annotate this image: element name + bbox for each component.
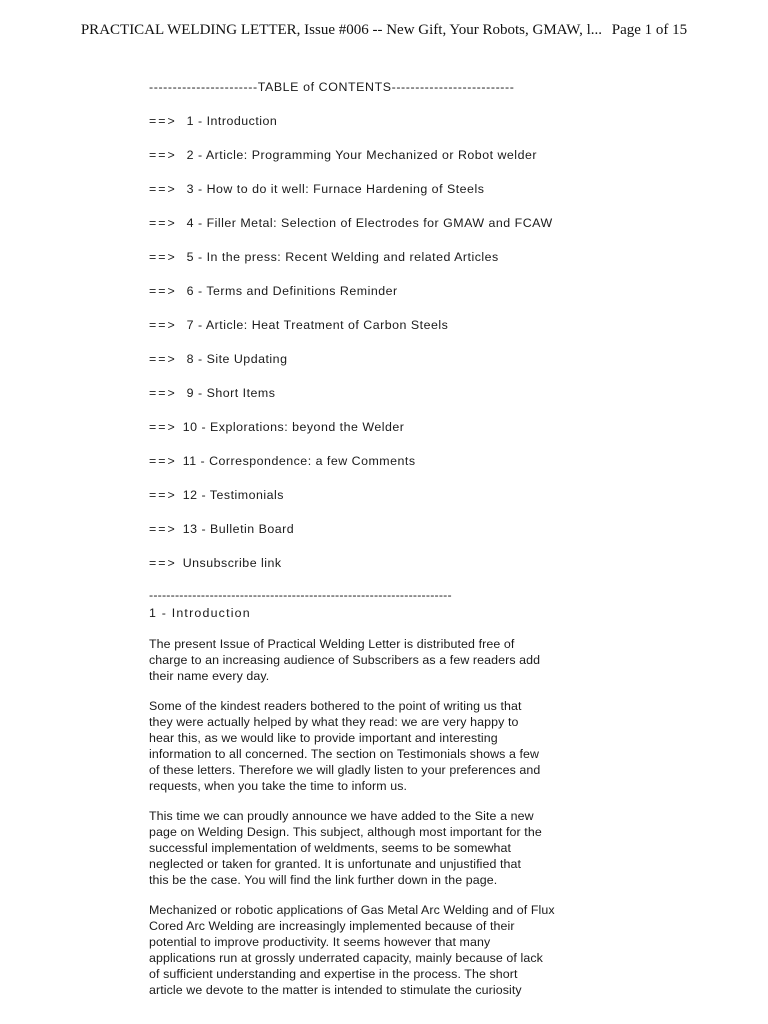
toc-arrow: ==>: [149, 250, 177, 264]
paragraph-line: This time we can proudly announce we have added to the Site a new: [149, 809, 534, 823]
paragraph: [149, 636, 619, 684]
toc-link-label: 10 - Explorations: beyond the Welder: [182, 420, 405, 434]
paragraph-line: Some of the kindest readers bothered to the point of writing us that: [149, 699, 522, 713]
toc-link-label: 12 - Testimonials: [182, 488, 284, 502]
paragraph: [149, 902, 619, 998]
toc-link-13[interactable]: [149, 520, 619, 538]
toc-link-label: Unsubscribe link: [182, 556, 282, 570]
toc-link-10[interactable]: [149, 418, 619, 436]
paragraph-line: Mechanized or robotic applications of Gas Metal Arc Welding and of Flux: [149, 903, 555, 917]
paragraph-line: Cored Arc Welding are increasingly implemented because of their: [149, 919, 515, 933]
paragraph-line: neglected or taken for granted. It is unfortunate and unjustified that: [149, 857, 522, 871]
paragraph-line: successful implementation of weldments, seems to be somewhat: [149, 841, 512, 855]
paragraph-line: their name every day.: [149, 669, 270, 683]
section-heading-introduction: 1 - Introduction: [149, 606, 251, 620]
toc-arrow: ==>: [149, 182, 177, 196]
toc-link-4[interactable]: [149, 214, 619, 232]
toc-link-12[interactable]: [149, 486, 619, 504]
toc-arrow: ==>: [149, 556, 177, 570]
page-header: [0, 22, 768, 39]
toc-arrow: ==>: [149, 318, 177, 332]
document-body: [149, 78, 619, 998]
paragraph-line: information to all concerned. The section on Testimonials shows a few: [149, 747, 540, 761]
toc-link-7[interactable]: [149, 316, 619, 334]
toc-link-label: 7 - Article: Heat Treatment of Carbon Steels: [182, 318, 449, 332]
toc-arrow: ==>: [149, 522, 177, 536]
toc-arrow: ==>: [149, 352, 177, 366]
paragraph-line: charge to an increasing audience of Subscribers as a few readers add: [149, 653, 541, 667]
toc-link-label: 5 - In the press: Recent Welding and related Articles: [182, 250, 499, 264]
toc-title: -----------------------TABLE of CONTENTS--------------------------: [149, 80, 515, 94]
toc-link-label: 1 - Introduction: [182, 114, 278, 128]
paragraph: [149, 698, 619, 794]
paragraph-line: of sufficient understanding and expertise in the process. The short: [149, 967, 518, 981]
toc-link-label: 13 - Bulletin Board: [182, 522, 295, 536]
toc-link-label: 3 - How to do it well: Furnace Hardening of Steels: [182, 182, 485, 196]
paragraph-line: this be the case. You will find the link further down in the page.: [149, 873, 498, 887]
paragraph-line: potential to improve productivity. It seems however that many: [149, 935, 491, 949]
page-number: Page 1 of 15: [611, 22, 688, 38]
toc-link-3[interactable]: [149, 180, 619, 198]
toc-link-9[interactable]: [149, 384, 619, 402]
toc-link-label: 2 - Article: Programming Your Mechanized or Robot welder: [182, 148, 537, 162]
toc-link-11[interactable]: [149, 452, 619, 470]
toc-arrow: ==>: [149, 420, 177, 434]
paragraph-line: page on Welding Design. This subject, although most important for the: [149, 825, 542, 839]
paragraph-line: of these letters. Therefore we will gladly listen to your preferences and: [149, 763, 541, 777]
toc-link-label: 4 - Filler Metal: Selection of Electrodes for GMAW and FCAW: [182, 216, 553, 230]
toc-arrow: ==>: [149, 148, 177, 162]
toc-arrow: ==>: [149, 488, 177, 502]
paragraph-line: requests, when you take the time to inform us.: [149, 779, 408, 793]
toc-link-label: 8 - Site Updating: [182, 352, 288, 366]
toc-arrow: ==>: [149, 114, 177, 128]
toc-arrow: ==>: [149, 284, 177, 298]
toc-link-label: 11 - Correspondence: a few Comments: [182, 454, 416, 468]
toc-arrow: ==>: [149, 386, 177, 400]
paragraph-line: hear this, as we would like to provide important and interesting: [149, 731, 498, 745]
toc-link-2[interactable]: [149, 146, 619, 164]
paragraph-line: they were actually helped by what they read: we are very happy to: [149, 715, 519, 729]
section-divider: ----------------------------------------------------------------------: [149, 588, 452, 602]
toc-link-14[interactable]: [149, 554, 619, 572]
toc-arrow: ==>: [149, 454, 177, 468]
toc-link-1[interactable]: [149, 112, 619, 130]
toc-link-6[interactable]: [149, 282, 619, 300]
paragraph-line: applications run at grossly underrated capacity, mainly because of lack: [149, 951, 543, 965]
toc-link-label: 6 - Terms and Definitions Reminder: [182, 284, 398, 298]
toc-link-5[interactable]: [149, 248, 619, 266]
document-title: PRACTICAL WELDING LETTER, Issue #006 -- New Gift, Your Robots, GMAW, l...: [80, 22, 602, 38]
introduction-text: [149, 636, 619, 998]
table-of-contents: [149, 112, 619, 572]
paragraph-line: article we devote to the matter is intended to stimulate the curiosity: [149, 983, 522, 997]
paragraph: [149, 808, 619, 888]
toc-link-label: 9 - Short Items: [182, 386, 276, 400]
toc-link-8[interactable]: [149, 350, 619, 368]
toc-arrow: ==>: [149, 216, 177, 230]
paragraph-line: The present Issue of Practical Welding Letter is distributed free of: [149, 637, 515, 651]
